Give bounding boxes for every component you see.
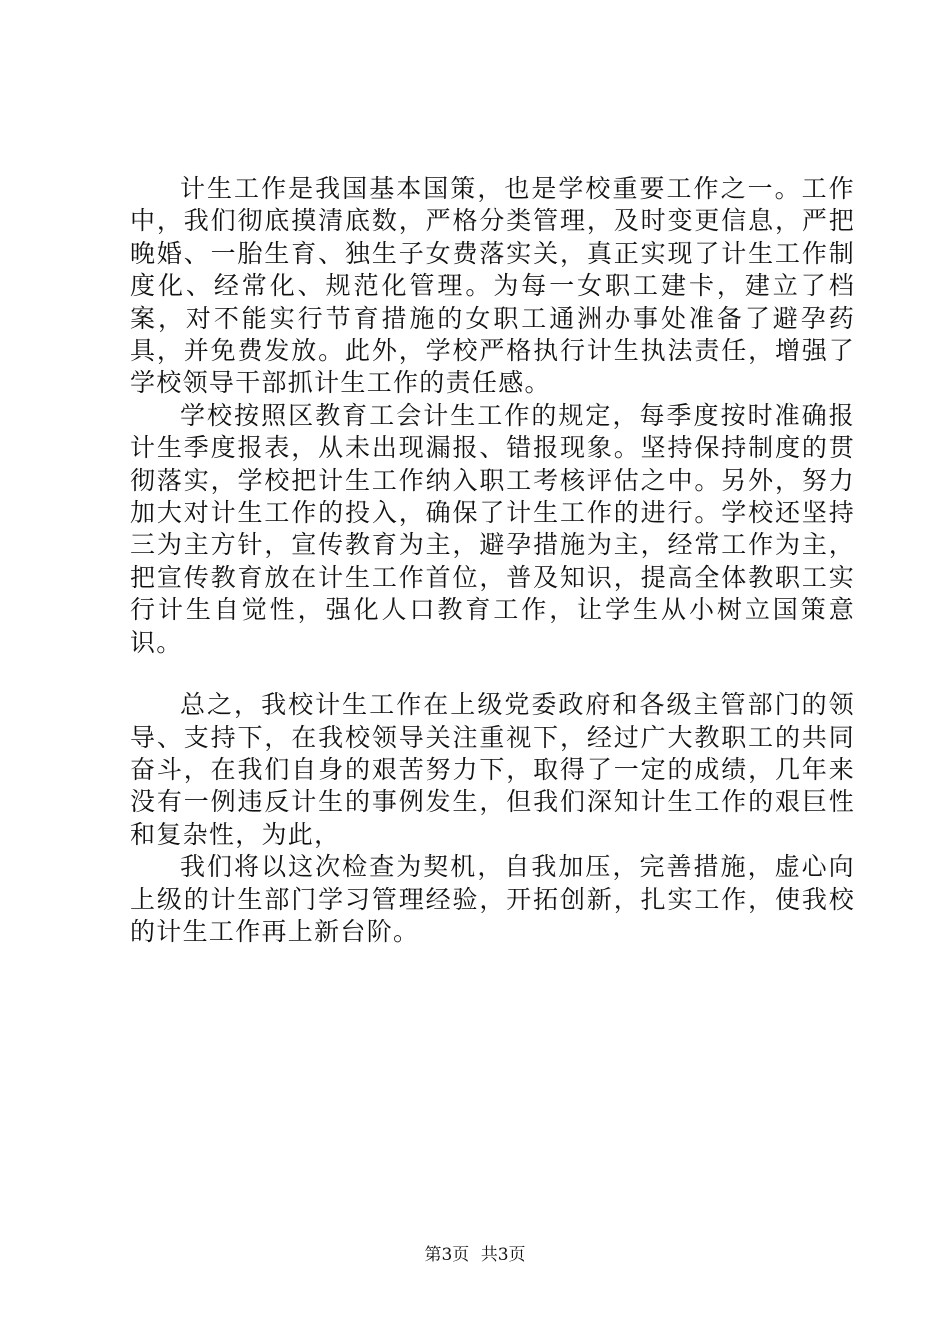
page-number: 第3页 bbox=[424, 1245, 470, 1265]
document-body bbox=[130, 173, 855, 948]
page-total: 共3页 bbox=[480, 1245, 526, 1265]
paragraph-family-planning-work: 计生工作是我国基本国策，也是学校重要工作之一。工作中，我们彻底摸清底数，严格分类管理，及时变更信息，严把晚婚、一胎生育、独生子女费落实关，真正实现了计生工作制度化、经常化、规范化管理。为每一女职工建卡，建立了档案，对不能实行节育措施的女职工通洲办事处准备了避孕药具，并免费发放。此外，学校严格执行计生执法责任，增强了学校领导干部抓计生工作的责任感。 bbox=[130, 174, 855, 398]
paragraph-reporting-and-policy: 学校按照区教育工会计生工作的规定，每季度按时准确报计生季度报表，从未出现漏报、错报现象。坚持保持制度的贯彻落实，学校把计生工作纳入职工考核评估之中。另外，努力加大对计生工作的投入，确保了计生工作的进行。学校还坚持三为主方针，宣传教育为主，避孕措施为主，经常工作为主，把宣传教育放在计生工作首位，普及知识，提高全体教职工实行计生自觉性，强化人口教育工作，让学生从小树立国策意识。 bbox=[130, 400, 855, 657]
paragraph-summary: 总之，我校计生工作在上级党委政府和各级主管部门的领导、支持下，在我校领导关注重视下，经过广大教职工的共同奋斗，在我们自身的艰苦努力下，取得了一定的成绩，几年来没有一例违反计生的事例发生，但我们深知计生工作的艰巨性和复杂性，为此， bbox=[130, 690, 855, 849]
page-footer bbox=[0, 1244, 950, 1266]
paragraph-future-plans: 我们将以这次检查为契机，自我加压，完善措施，虚心向上级的计生部门学习管理经验，开拓创新，扎实工作，使我校的计生工作再上新台阶。 bbox=[130, 852, 855, 946]
